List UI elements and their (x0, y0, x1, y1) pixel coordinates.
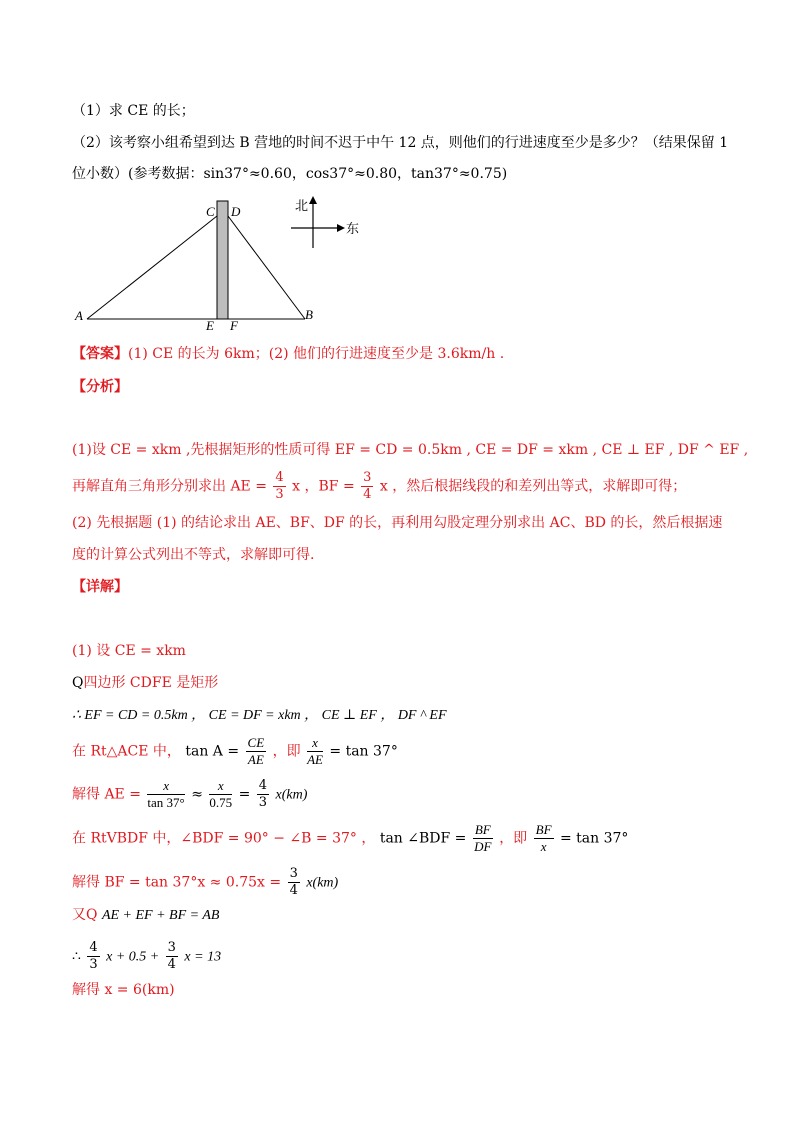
analysis-text: x ，然后根据线段的和差列出等式，求解即可得； (379, 478, 687, 495)
label-b: B (305, 307, 313, 322)
analysis-tag: 【分析】 (72, 379, 128, 395)
label-e: E (206, 318, 214, 333)
label-a: A (75, 308, 83, 323)
detail-text: x + 0.5 + (106, 949, 160, 965)
fraction-denominator: AE (247, 752, 264, 767)
detail-text: 在 Rt△ACE 中， (72, 743, 181, 760)
fraction-numerator: BF (474, 822, 491, 837)
analysis-part1-line1: (1)设 CE = xkm ,先根据矩形的性质可得 EF = CD = 0.5km , CE = DF = xkm , CE ⊥ EF , DF ^ EF , (72, 442, 749, 458)
label-d: D (231, 204, 241, 219)
detail-text: = tan 37° (559, 830, 629, 847)
analysis-part2-line1: (2) 先根据题 (1) 的结论求出 AE、BF、DF 的长，再利用勾股定理分别求出 AC、BD 的长，然后根据速 (72, 515, 723, 531)
detail-text: = (238, 786, 251, 803)
question-2-line-2: 位小数）(参考数据：sin37°≈0.60，cos37°≈0.80，tan37°≈0.75) (72, 166, 508, 182)
compass (288, 193, 368, 253)
analysis-text: x ，BF = (292, 478, 355, 495)
detail-text: x(km) (275, 787, 308, 803)
question-1: （1）求 CE 的长； (72, 103, 195, 119)
detail-text: ，即 (499, 830, 528, 847)
detail-text: 解得 AE = (72, 786, 141, 803)
fraction (246, 735, 267, 768)
line-ac (87, 216, 217, 319)
fraction-numerator: x (147, 778, 184, 795)
detail-step-1: (1) 设 CE = xkm (72, 643, 186, 659)
fraction (209, 778, 232, 811)
detail-text: 在 RtVBDF 中，∠BDF = 90° − ∠B = 37° ， (72, 830, 376, 847)
fraction-numerator: 4 (275, 470, 284, 485)
fraction-denominator: DF (474, 839, 492, 854)
label-f: F (230, 318, 238, 333)
detail-text: ，即 (272, 743, 301, 760)
detail-text: 四边形 CDFE 是矩形 (83, 675, 219, 691)
fraction-numerator: CE (247, 735, 265, 750)
fraction-numerator: 3 (289, 866, 298, 881)
detail-text: = tan 37° (329, 743, 398, 760)
detail-step-8 (72, 905, 723, 926)
label-c: C (206, 204, 215, 219)
detail-step-3 (72, 705, 723, 726)
analysis-part1-line2 (72, 470, 723, 503)
analysis-part2-line2: 度的计算公式列出不等式，求解即可得. (72, 547, 315, 563)
fraction-numerator: 4 (258, 778, 268, 793)
fraction-denominator: x (540, 839, 547, 854)
detail-text: 又Q (72, 907, 98, 923)
fraction-numerator: 3 (363, 470, 372, 485)
fraction (87, 940, 99, 973)
fraction-numerator: x (307, 735, 323, 752)
fraction-denominator: 4 (363, 487, 372, 502)
fraction (307, 735, 323, 768)
fraction-denominator: 3 (258, 795, 268, 810)
detail-text: ∴ (72, 948, 81, 965)
fraction (473, 822, 493, 855)
fraction-denominator: 3 (275, 487, 284, 502)
detail-step-4 (72, 735, 723, 768)
fraction-denominator: 3 (89, 957, 98, 972)
answer-line (72, 344, 723, 364)
fraction (147, 778, 184, 811)
analysis-text: 再解直角三角形分别求出 AE = (72, 478, 267, 495)
detail-step-6 (72, 822, 723, 855)
detail-text: ≈ (191, 786, 203, 803)
compass-north-label: 北 (295, 198, 309, 213)
detail-step-10: 解得 x = 6(km) (72, 982, 175, 998)
fraction (534, 822, 554, 855)
east-arrow-icon (337, 224, 345, 232)
because-symbol: Q (72, 675, 84, 691)
detail-tag: 【详解】 (72, 579, 128, 595)
detail-text: x = 13 (184, 949, 222, 965)
detail-text: AE + EF + BF = AB (101, 908, 220, 923)
detail-text: 解得 BF = tan 37°x ≈ 0.75x = (72, 874, 282, 891)
answer-tag: 【答案】 (72, 346, 128, 362)
fraction (288, 866, 300, 899)
fraction (361, 470, 373, 503)
detail-text: ∴ EF = CD = 0.5km ， CE = DF = xkm ， CE ⊥ EF ， DF ^ EF (72, 708, 447, 723)
detail-step-7 (72, 866, 723, 899)
fraction-numerator: 4 (89, 940, 98, 955)
compass-east-label: 东 (346, 221, 360, 236)
fraction-denominator: tan 37° (147, 795, 185, 810)
fraction-numerator: 3 (167, 940, 176, 955)
rectangle-cdfe (217, 201, 228, 319)
fraction (273, 470, 285, 503)
fraction-numerator: x (209, 778, 232, 795)
fraction-denominator: AE (307, 752, 323, 767)
question-2-line-1: （2）该考察小组希望到达 B 营地的时间不迟于中午 12 点，则他们的行进速度至少是多少？（结果保留 1 (72, 135, 729, 151)
detail-step-9 (72, 940, 723, 973)
fraction-denominator: 4 (289, 883, 298, 898)
detail-text: tan A = (185, 743, 240, 760)
fraction (166, 940, 178, 973)
answer-text: (1) CE 的长为 6km；(2) 他们的行进速度至少是 3.6km/h . (128, 346, 505, 362)
detail-step-2 (72, 673, 723, 693)
detail-text: tan ∠BDF = (379, 830, 467, 847)
fraction-denominator: 4 (167, 957, 176, 972)
fraction-denominator: 0.75 (209, 795, 233, 810)
fraction-numerator: BF (535, 822, 552, 837)
detail-step-5 (72, 778, 723, 811)
fraction (257, 778, 269, 811)
detail-text: x(km) (306, 875, 339, 891)
north-arrow-icon (309, 196, 317, 204)
